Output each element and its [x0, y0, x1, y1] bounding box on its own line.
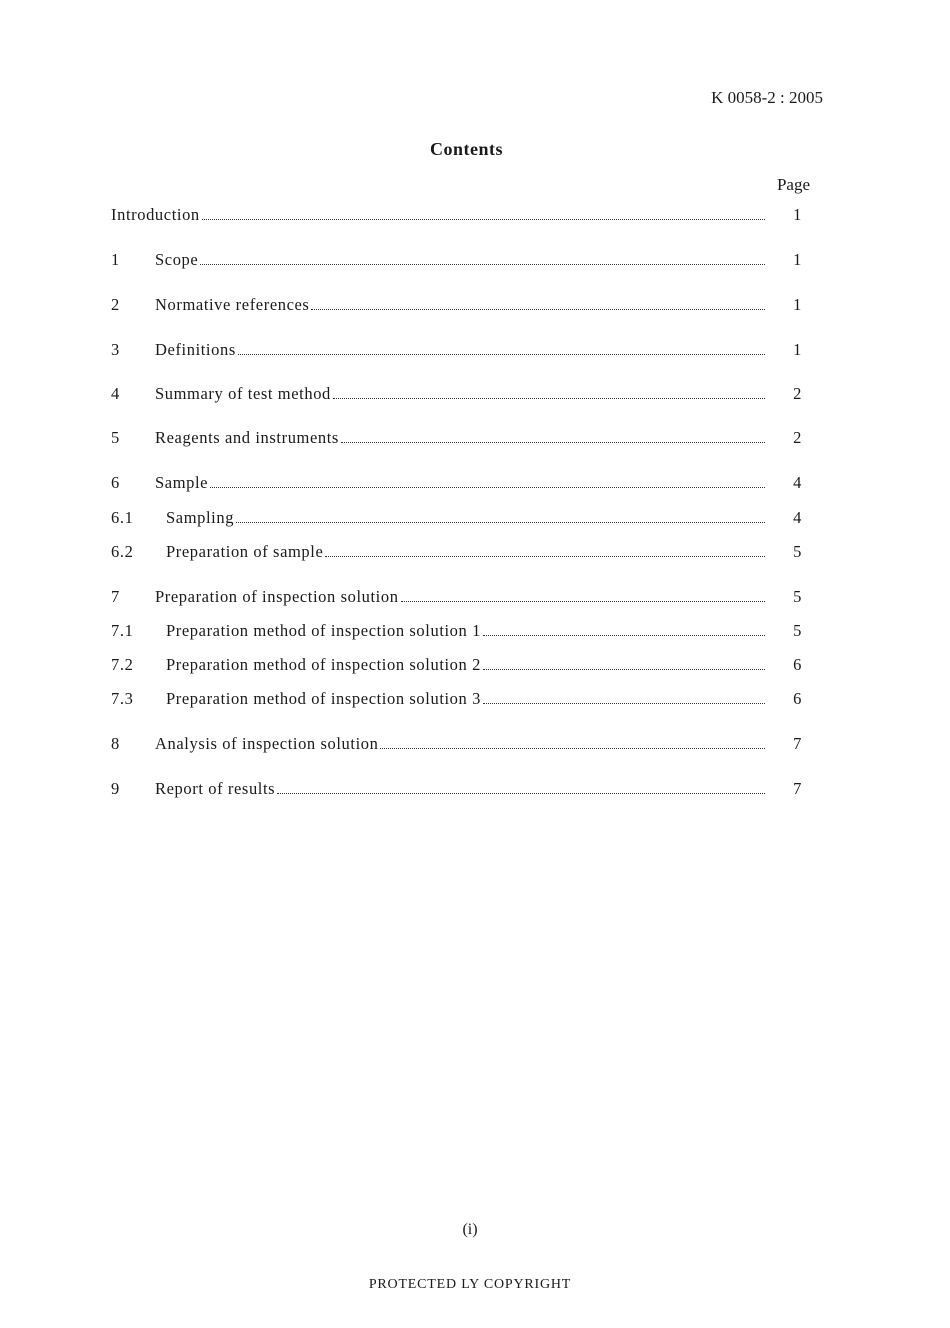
dot-leader — [333, 384, 765, 399]
toc-label: Definitions — [155, 340, 236, 359]
toc-number: 6 — [111, 473, 120, 492]
toc-entry-summary-of-test-method[interactable] — [0, 384, 950, 408]
toc-page: 6 — [793, 689, 802, 708]
toc-entry-reagents-and-instruments[interactable] — [0, 428, 950, 452]
toc-page: 4 — [793, 508, 802, 527]
dot-leader — [311, 295, 765, 310]
page-title: Contents — [429, 139, 503, 159]
toc-page: 7 — [793, 779, 802, 798]
toc-entry-definitions[interactable] — [0, 340, 950, 364]
footer-page-number: (i) — [462, 1221, 478, 1238]
toc-label: Summary of test method — [155, 384, 331, 403]
dot-leader — [483, 689, 765, 704]
toc-number: 5 — [111, 428, 120, 447]
toc-entry-preparation-of-inspection-solution[interactable] — [0, 587, 950, 611]
toc-number: 3 — [111, 340, 120, 359]
toc-entry-report-of-results[interactable] — [0, 779, 950, 803]
toc-entry-preparation-of-sample[interactable] — [0, 542, 950, 566]
toc-label: Reagents and instruments — [155, 428, 339, 447]
toc-number: 7.1 — [111, 621, 134, 640]
toc-page: 5 — [793, 621, 802, 640]
toc-number: 6.1 — [111, 508, 134, 527]
dot-leader — [236, 508, 765, 523]
toc-page: 4 — [793, 473, 802, 492]
toc-entry-analysis-of-inspection-solution[interactable] — [0, 734, 950, 758]
dot-leader — [483, 655, 765, 670]
dot-leader — [341, 428, 765, 443]
toc-label: Scope — [155, 250, 199, 269]
toc-number: 7.2 — [111, 655, 134, 674]
toc-label: Preparation method of inspection solution 1 — [166, 621, 481, 640]
toc-number: 6.2 — [111, 542, 134, 561]
toc-entry-introduction[interactable] — [0, 205, 950, 229]
toc-number: 2 — [111, 295, 120, 314]
dot-leader — [380, 734, 765, 749]
toc-page: 2 — [793, 384, 802, 403]
dot-leader — [210, 473, 765, 488]
toc-label: Sampling — [166, 508, 235, 527]
dot-leader — [325, 542, 765, 557]
toc-label: Normative references — [155, 295, 310, 314]
toc-label: Analysis of inspection solution — [155, 734, 379, 753]
dot-leader — [238, 340, 765, 355]
toc-label: Report of results — [155, 779, 276, 798]
dot-leader — [200, 250, 765, 265]
toc-page: 5 — [793, 542, 802, 561]
toc-label: Sample — [155, 473, 209, 492]
toc-page: 6 — [793, 655, 802, 674]
toc-page: 1 — [793, 205, 802, 224]
toc-label: Preparation of sample — [166, 542, 324, 561]
toc-entry-preparation-method-3[interactable] — [0, 689, 950, 713]
toc-entry-preparation-method-1[interactable] — [0, 621, 950, 645]
dot-leader — [202, 205, 765, 220]
copyright-notice: PROTECTED LY COPYRIGHT — [368, 1277, 572, 1292]
toc-entry-normative-references[interactable] — [0, 295, 950, 319]
toc-page: 5 — [793, 587, 802, 606]
dot-leader — [277, 779, 765, 794]
toc-number: 9 — [111, 779, 120, 798]
toc-entry-preparation-method-2[interactable] — [0, 655, 950, 679]
toc-page: 1 — [793, 295, 802, 314]
toc-page: 1 — [793, 250, 802, 269]
standard-id: K 0058-2 : 2005 — [711, 88, 823, 107]
toc-label: Preparation method of inspection solution 3 — [166, 689, 481, 708]
dot-leader — [401, 587, 765, 602]
page-column-label: Page — [776, 175, 810, 194]
toc-entry-sampling[interactable] — [0, 508, 950, 532]
toc-page: 7 — [793, 734, 802, 753]
toc-number: 4 — [111, 384, 120, 403]
toc-label: Introduction — [111, 205, 200, 224]
toc-label: Preparation method of inspection solution 2 — [166, 655, 481, 674]
toc-entry-scope[interactable] — [0, 250, 950, 274]
toc-number: 7 — [111, 587, 120, 606]
dot-leader — [483, 621, 765, 636]
toc-label: Preparation of inspection solution — [155, 587, 399, 606]
toc-page: 2 — [793, 428, 802, 447]
toc-number: 7.3 — [111, 689, 134, 708]
toc-page: 1 — [793, 340, 802, 359]
toc-number: 8 — [111, 734, 120, 753]
toc-entry-sample[interactable] — [0, 473, 950, 497]
toc-number: 1 — [111, 250, 120, 269]
